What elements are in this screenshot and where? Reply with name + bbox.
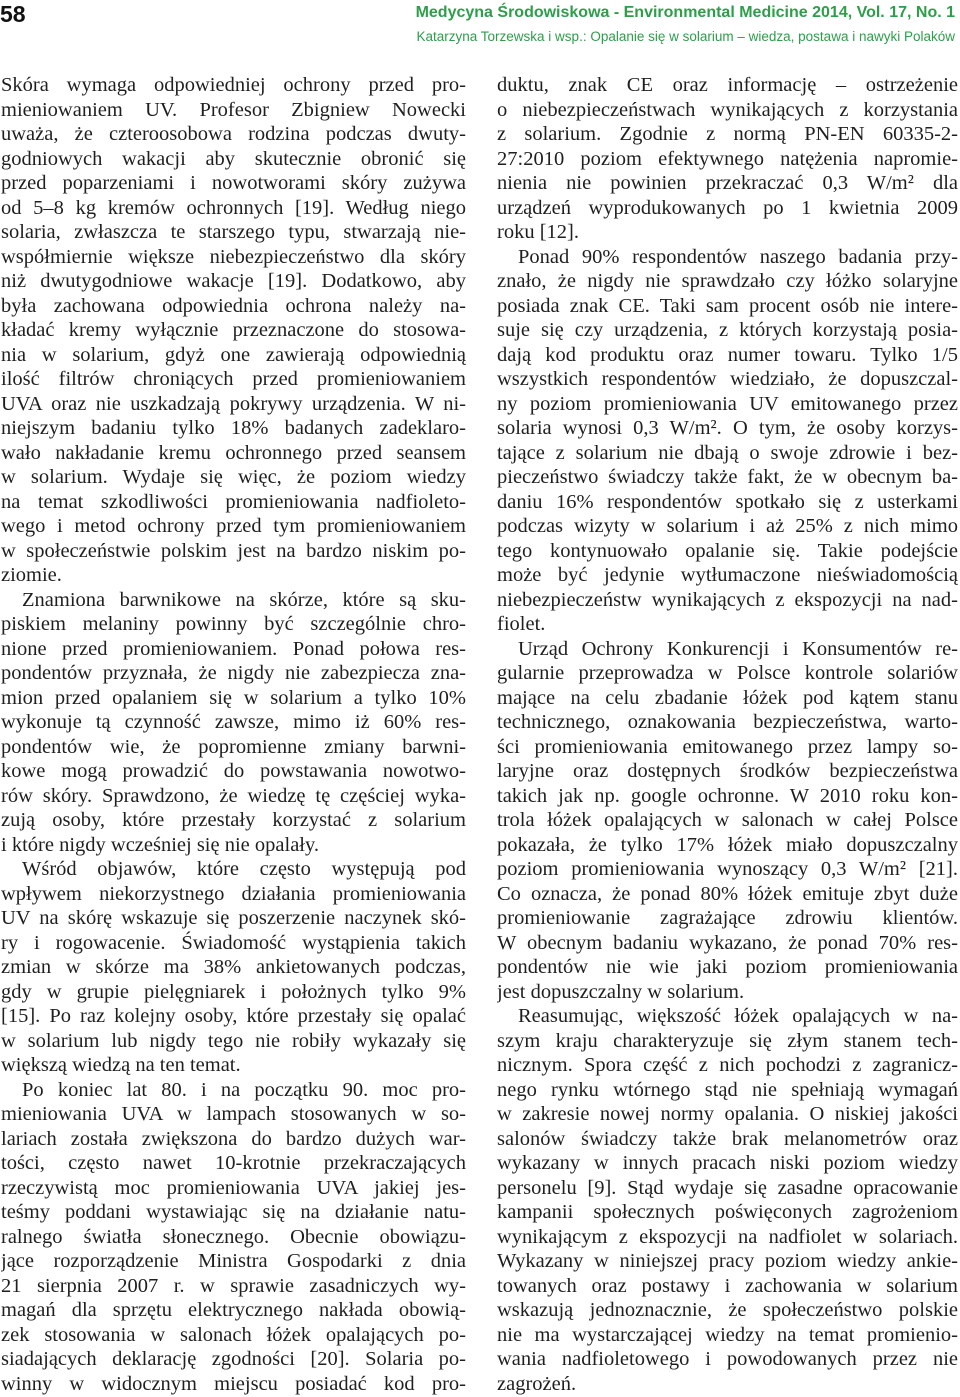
text-line: magań dla sprzętu elektrycznego nakłada obowią- xyxy=(1,1299,466,1321)
text-line: gularnie przeprowadza w Polsce kontrole solariów xyxy=(497,662,958,684)
text-line: poziom promieniowania wynoszący 0,3 W/m² [21]. xyxy=(497,858,958,880)
text-line: mion przed opalaniem się w solarium a tylko 10% xyxy=(1,686,466,709)
text-line: na temat szkodliwości promieniowania nadfioleto- xyxy=(1,490,466,513)
text-line: wykazany w innych pracach niski poziom wiedzy xyxy=(497,1152,958,1174)
text-line: szym kraju charakteryzuje się złym stanem tech- xyxy=(497,1029,958,1052)
text-line: teśmy poddani wystawiając się na działanie natu- xyxy=(1,1201,466,1223)
text-line: pokazała, że tylko 17% łóżek miało dopuszczalny xyxy=(497,833,958,856)
text-line: technicznego, oznakowania bezpieczeństwa, warto- xyxy=(497,711,958,733)
text-line: UVA oraz nie uszkadzają pokrywy urządzenia. W ni- xyxy=(1,392,466,415)
text-line: w zakresie nowej normy opalania. O niskiej jakości xyxy=(497,1103,958,1125)
running-title: Katarzyna Torzewska i wsp.: Opalanie się w solarium – wiedza, postawa i nawyki Polaków xyxy=(416,29,955,44)
text-line: z solarium. Zgodnie z normą PN-EN 60335-2- xyxy=(497,123,958,145)
text-line: zują osoby, które przestały korzystać z solarium xyxy=(1,809,466,831)
text-line: promieniowanie zagrażające zdrowiu klientów. xyxy=(497,907,958,929)
left-column xyxy=(1,73,466,1396)
text-line: i które nigdy wcześniej się nie opalały. xyxy=(1,833,320,856)
text-line: wynikającym z ekspozycji na nadfiolet w solariach. xyxy=(497,1225,958,1248)
text-line: wykonuje tą czynność zawsze, mimo iż 60% res- xyxy=(1,711,466,733)
text-line: rów skóry. Sprawdzono, że wiedzę tę częściej wyka- xyxy=(1,784,466,807)
text-line: takich jak np. google ochronne. W 2010 roku kon- xyxy=(497,784,958,807)
text-line: Znamiona barwnikowe na skórze, które są sku- xyxy=(22,588,466,611)
text-line: o niebezpieczeństwach wynikających z korzystania xyxy=(497,98,958,121)
text-line: winny w widocznym miejscu posiadać kod pro- xyxy=(1,1372,466,1395)
text-line: pondentów przyznała, że nigdy nie zabezpiecza zna- xyxy=(1,662,466,684)
text-line: 27:2010 poziom efektywnego natężenia napromie- xyxy=(497,147,958,170)
text-line: Urząd Ochrony Konkurencji i Konsumentów re- xyxy=(518,637,958,660)
text-line: wego i metod ochrony przed tym promieniowaniem xyxy=(1,515,466,537)
text-line: siadających deklarację zgodności [20]. Solaria po- xyxy=(1,1348,466,1370)
paragraph xyxy=(497,245,958,637)
text-line: lariach została zwiększona do bardzo dużych war- xyxy=(1,1127,466,1150)
text-line: współmiernie większe niebezpieczeństwo dla skóry xyxy=(1,245,466,268)
paragraph xyxy=(1,588,466,858)
text-line: trola łóżek opalających w salonach w całej Polsce xyxy=(497,809,958,831)
text-line: mieniowaniem UV. Profesor Zbigniew Nowecki xyxy=(1,98,466,121)
text-line: nicznym. Spora część z nich pochodzi z zagranicz- xyxy=(497,1054,958,1076)
text-line: jest dopuszczalny w solarium. xyxy=(497,980,745,1003)
text-line: 21 sierpnia 2007 r. w sprawie zasadniczych wy- xyxy=(1,1274,466,1297)
text-line: Wykazany w niniejszej pracy poziom wiedzy ankie- xyxy=(497,1250,958,1272)
text-line: wało nakładanie kremu ochronnego przed seansem xyxy=(1,441,466,464)
text-line: ści promieniowania emitowanego przez lampy so- xyxy=(497,735,958,758)
text-line: UV na skórę wskazuje się poszerzenie naczynek skó- xyxy=(1,907,466,929)
text-line: solaria wynosi 0,3 W/m². O tym, że osoby korzys- xyxy=(497,417,958,439)
paragraph xyxy=(1,73,466,588)
paragraph xyxy=(497,637,958,1005)
text-line: ny poziom promieniowania UV emitowanego przez xyxy=(497,392,958,415)
text-line: pieczeństwo świadczy także fakt, że w obecnym ba- xyxy=(497,466,958,488)
text-line: solaria, zwłaszcza te starszego typu, stwarzają nie- xyxy=(1,221,466,243)
text-line: kładać kremy wyłącznie przeznaczone do stosowa- xyxy=(1,319,466,341)
text-line: ralnego światła słonecznego. Obecnie obowiązu- xyxy=(1,1225,466,1248)
text-line: niż dwutygodniowe wakacje [19]. Dodatkowo, aby xyxy=(1,270,466,292)
text-line: ziomie. xyxy=(1,564,62,586)
text-line: ry i rogowacenie. Świadomość wystąpienia takich xyxy=(1,931,466,954)
text-line: rzeczywistą moc promieniowania UVA jakiej jes- xyxy=(1,1176,466,1199)
text-line: przed poparzeniami i nowotworami skóry zużywa xyxy=(1,172,466,194)
text-line: Skóra wymaga odpowiedniej ochrony przed pro- xyxy=(1,74,466,96)
text-line: wpływem niekorzystnego działania promieniowania xyxy=(1,882,466,905)
text-line: znało, że nigdy nie sprawdzało czy łóżko solaryjne xyxy=(497,270,958,292)
text-line: pondentów wie, że popromienne zmiany barwni- xyxy=(1,735,466,758)
text-line: wszystkich respondentów wiedziało, że dopuszczal- xyxy=(497,368,958,390)
text-line: W obecnym badaniu wykazano, że ponad 70% res- xyxy=(497,931,958,954)
text-line: w społeczeństwie polskim jest na bardzo niskim po- xyxy=(1,539,466,562)
text-line: zek stosowania w salonach łóżek opalających po- xyxy=(1,1323,466,1346)
text-line: duktu, znak CE oraz informację – ostrzeżenie xyxy=(497,74,958,96)
text-line: od 5–8 kg kremów ochronnych [19]. Według niego xyxy=(1,196,466,219)
text-line: Po koniec lat 80. i na początku 90. moc pro- xyxy=(22,1078,466,1101)
right-column xyxy=(497,73,958,1396)
text-line: nione przed promieniowaniem. Ponad połowa res- xyxy=(1,637,466,660)
text-line: Wśród objawów, które często występują pod xyxy=(22,858,466,880)
text-line: fiolet. xyxy=(497,613,546,635)
text-line: zagrożeń. xyxy=(497,1372,577,1395)
text-line: urządzeń wyprodukowanych po 1 kwietnia 2009 xyxy=(497,196,958,219)
text-line: mieniowania UVA w lampach stosowanych w so- xyxy=(1,1103,466,1125)
paragraph xyxy=(497,1004,958,1396)
text-line: wskazują jednoznacznie, że społeczeństwo polskie xyxy=(497,1299,958,1321)
paragraph xyxy=(1,857,466,1078)
text-line: niebezpieczeństw wynikających z ekspozycji na nad- xyxy=(497,588,958,611)
text-line: towanych oraz postawy i zachowania w solarium xyxy=(497,1274,958,1297)
text-line: jące rozporządzenie Ministra Gospodarki z dnia xyxy=(1,1250,466,1272)
text-line: nia w solarium, gdyż one zawierają odpowiednią xyxy=(1,343,466,366)
text-line: Reasumując, większość łóżek opalających w na- xyxy=(518,1005,958,1027)
text-line: wania nadfioletowego i powodowanych przez nie xyxy=(497,1348,958,1370)
text-line: tości, często nawet 10-krotnie przekraczających xyxy=(1,1152,466,1174)
text-line: nienia nie powinien przekraczać 0,3 W/m² dla xyxy=(497,172,958,194)
text-line: piskiem melaniny powinny być szczególnie chro- xyxy=(1,613,466,635)
text-line: [15]. Po raz kolejny osoby, które przestały się opalać xyxy=(1,1005,466,1027)
text-line: suje się czy urządzenia, z których korzystają posia- xyxy=(497,319,958,341)
text-line: mające na celu zbadanie łóżek pod kątem stanu xyxy=(497,686,958,709)
text-line: laryjne oraz dostępnych środków bezpieczeństwa xyxy=(497,760,958,782)
text-line: godniowych wakacji aby skutecznie obronić się xyxy=(1,147,466,170)
text-line: kowe mogą prowadzić do powstawania nowotwo- xyxy=(1,760,466,782)
text-line: była zachowana odpowiednia ochrona należy na- xyxy=(1,294,466,317)
text-line: uważa, że czteroosobowa rodzina podczas dwuty- xyxy=(1,123,466,145)
text-line: kampanii społecznych poświęconych zagrożeniom xyxy=(497,1201,958,1223)
text-line: posiada znak CE. Taki sam procent osób nie intere- xyxy=(497,294,958,317)
text-line: większą wiedzą na ten temat. xyxy=(1,1054,241,1076)
text-line: dają kod produktu oraz numer towaru. Tylko 1/5 xyxy=(497,343,958,366)
text-line: roku [12]. xyxy=(497,221,579,243)
text-line: w solarium lub nigdy tego nie robiły wykazały się xyxy=(1,1029,466,1052)
paragraph xyxy=(497,73,958,245)
text-line: pondentów nie wie jaki poziom promieniowania xyxy=(497,956,958,978)
text-line: niejszym badaniu tylko 18% badanych zadeklaro- xyxy=(1,417,466,439)
page-number: 58 xyxy=(0,1,26,27)
journal-title: Medycyna Środowiskowa - Environmental Medicine 2014, Vol. 17, No. 1 xyxy=(415,4,955,21)
text-line: tego kontynuowało opalanie się. Takie podejście xyxy=(497,539,958,562)
text-line: Ponad 90% respondentów naszego badania przy- xyxy=(518,245,958,268)
text-line: personelu [9]. Stąd wydaje się zasadne opracowanie xyxy=(497,1176,958,1199)
text-line: salonów świadczy także brak melanometrów oraz xyxy=(497,1127,958,1150)
text-line: zmian w skórze ma 38% ankietowanych podczas, xyxy=(1,956,466,978)
text-line: Co oznacza, że ponad 80% łóżek emituje zbyt duże xyxy=(497,882,958,905)
text-line: nego rynku wtórnego stąd nie spełniają wymagań xyxy=(497,1078,958,1101)
text-line: daniu 16% respondentów spotkało się z usterkami xyxy=(497,490,958,513)
text-line: gdy w grupie pielęgniarek i położnych tylko 9% xyxy=(1,980,466,1003)
text-line: ilość filtrów chroniących przed promieniowaniem xyxy=(1,368,466,390)
text-line: podczas wizyty w solarium i aż 25% z nich mimo xyxy=(497,515,958,537)
text-line: w solarium. Wydaje się więc, że poziom wiedzy xyxy=(1,466,466,488)
text-line: nie ma wystarczającej wiedzy na temat promienio- xyxy=(497,1323,958,1346)
paragraph xyxy=(1,1078,466,1397)
text-line: może być jedynie wytłumaczone nieświadomością xyxy=(497,564,958,586)
text-line: tające z solarium nie dbają o swoje zdrowie i bez- xyxy=(497,441,958,464)
